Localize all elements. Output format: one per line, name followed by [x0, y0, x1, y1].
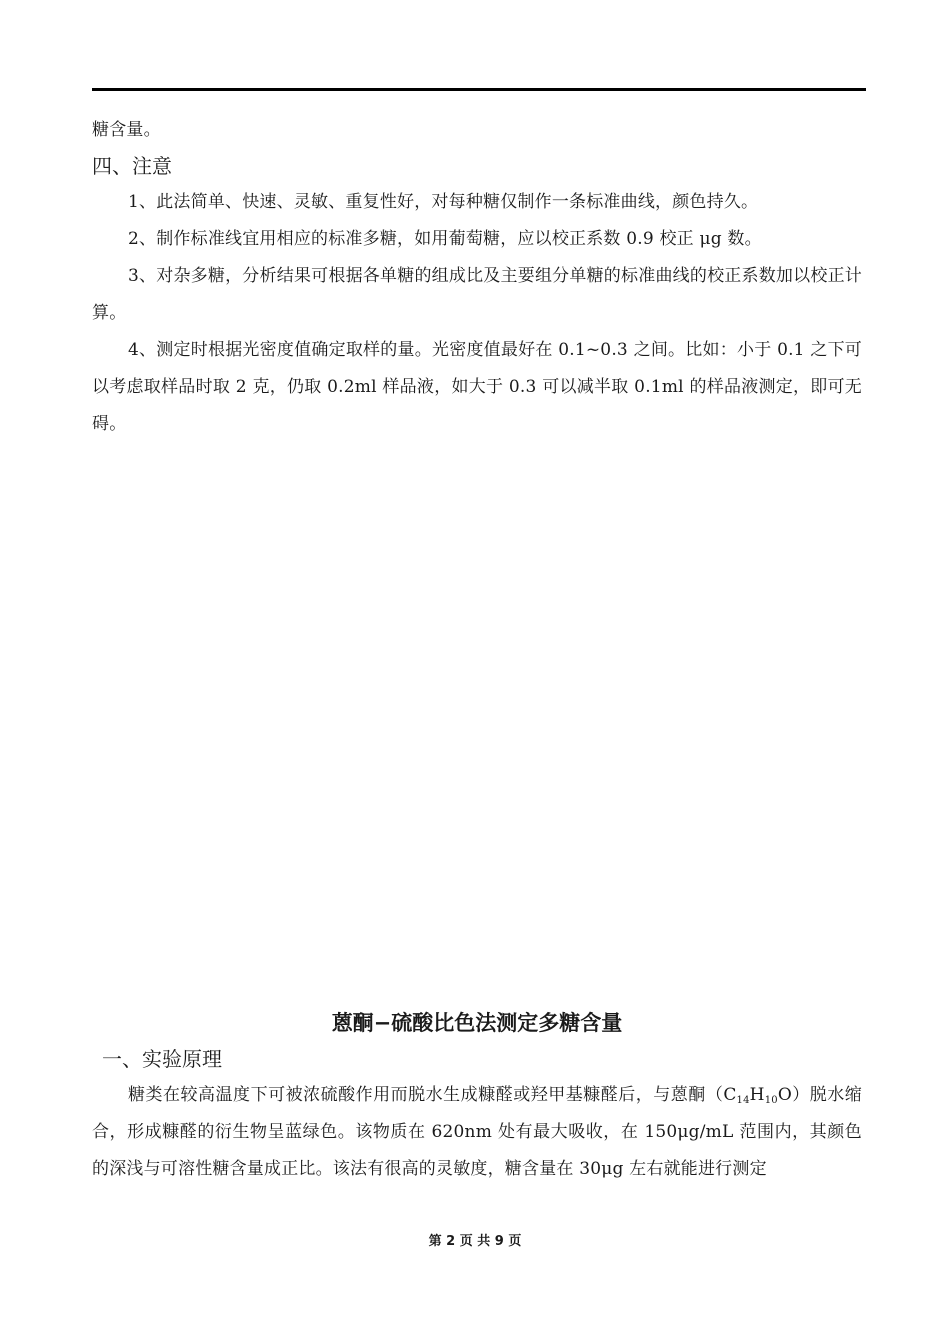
- continuation-text: 糖含量。: [92, 120, 161, 140]
- subscript-14: 14: [736, 1095, 750, 1106]
- principle-text-3: O）脱水缩合，形成糠醛的衍生物呈蓝绿色。该物质在 620nm 处有最大吸收，在 150μg/mL 范围内，其颜色的深浅与可溶性糖含量成正比。该法有很高的灵敏度，糖含量在 30μg 左右就能进行测定: [92, 1085, 863, 1179]
- page-footer: 第 2 页 共 9 页: [428, 1234, 522, 1249]
- note-item-3: 3、对杂多糖，分析结果可根据各单糖的组成比及主要组分单糖的标准曲线的校正系数加以校正计算。: [92, 266, 862, 323]
- principle-section: [92, 1043, 862, 1188]
- notes-section: [92, 112, 862, 443]
- principle-text-2: H: [749, 1085, 765, 1105]
- principle-heading: 一、实验原理: [102, 1047, 222, 1071]
- header-rule: [92, 88, 866, 91]
- subscript-10: 10: [764, 1095, 778, 1106]
- note-item-2: 2、制作标准线宜用相应的标准多糖，如用葡萄糖，应以校正系数 0.9 校正 μg 数。: [128, 229, 762, 249]
- notes-heading: 四、注意: [92, 154, 172, 178]
- principle-paragraph: [92, 1077, 862, 1188]
- section-title: 蒽酮−硫酸比色法测定多糖含量: [331, 1011, 623, 1035]
- note-item-4: 4、测定时根据光密度值确定取样的量。光密度值最好在 0.1~0.3 之间。比如：小于 0.1 之下可以考虑取样品时取 2 克，仍取 0.2ml 样品液，如大于 0.3 可以减半取 0.1ml 的样品液测定，即可无碍。: [92, 340, 862, 434]
- principle-text-1: 糖类在较高温度下可被浓硫酸作用而脱水生成糠醛或羟甲基糠醛后，与蒽酮（C: [128, 1085, 737, 1105]
- note-item-1: 1、此法简单、快速、灵敏、重复性好，对每种糖仅制作一条标准曲线，颜色持久。: [128, 192, 759, 212]
